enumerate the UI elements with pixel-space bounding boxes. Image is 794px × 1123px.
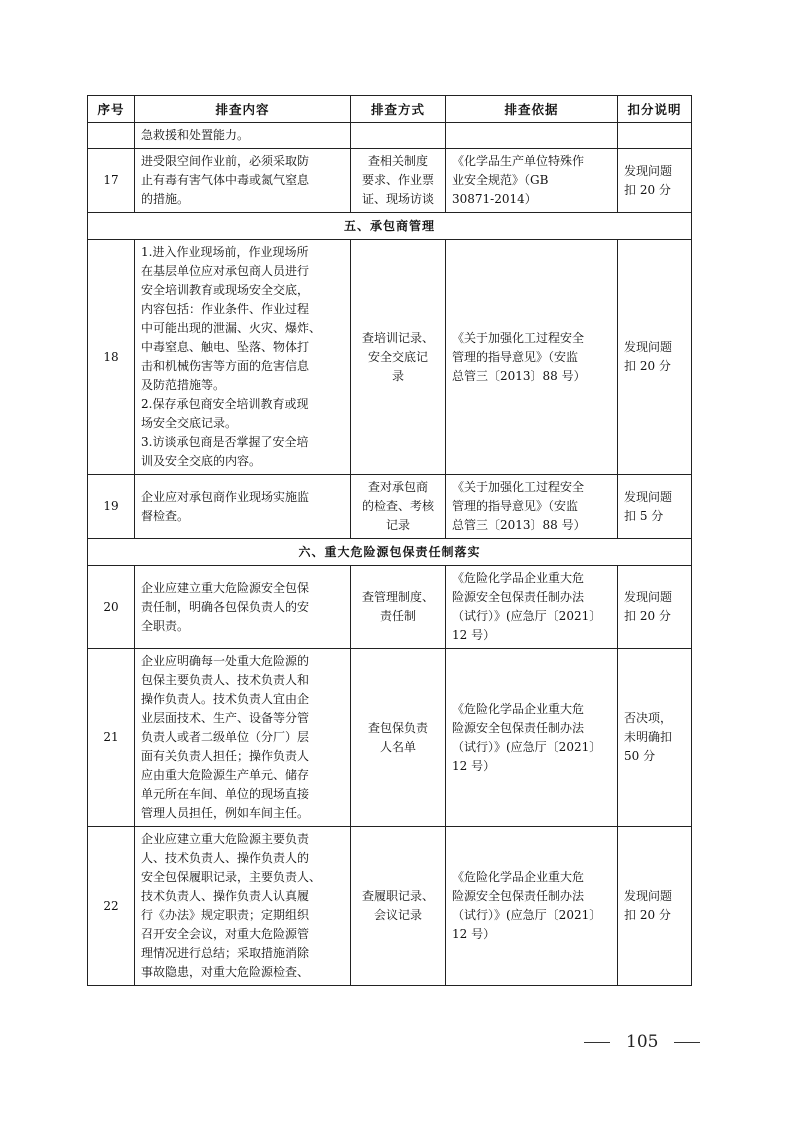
cell-content: 企业应建立重大危险源主要负责 人、技术负责人、操作负责人的 安全包保履职记录，主要负责人、 技术负责人、操作负责人认真履 行《办法》规定职责；定期组织 召开安全会议，对重大危险源管 理情况进行总结；采取措施消除 事故隐患，对重大危险源检查、	[135, 827, 351, 986]
cell-content: 1.进入作业现场前，作业现场所 在基层单位应对承包商人员进行 安全培训教育或现场安全交底， 内容包括：作业条件、作业过程 中可能出现的泄漏、火灾、爆炸、 中毒窒息、触电、坠落、物体打 击和机械伤害等方面的危害信息 及防范措施等。 2.保存承包商安全培训教育或现 场安全交底记录。 3.访谈承包商是否掌握了安全培 训及安全交底的内容。	[135, 240, 351, 475]
cell-basis: 《关于加强化工过程安全 管理的指导意见》（安监 总管三〔2013〕88 号）	[446, 240, 618, 475]
cell-basis: 《危险化学品企业重大危 险源安全包保责任制办法 （试行）》(应急厅〔2021〕 12 号）	[446, 566, 618, 649]
cell-method: 查包保负责 人名单	[351, 649, 446, 827]
header-basis: 排查依据	[446, 96, 618, 123]
page-number	[568, 1032, 716, 1052]
page-number-dash-right	[674, 1042, 700, 1043]
cell-basis: 《危险化学品企业重大危 险源安全包保责任制办法 （试行）》(应急厅〔2021〕 12 号）	[446, 827, 618, 986]
cell-deduction: 发现问题 扣 5 分	[618, 475, 692, 539]
section-row-major-hazard	[88, 539, 692, 566]
table-row-21	[88, 649, 692, 827]
cell-deduction: 发现问题 扣 20 分	[618, 566, 692, 649]
cell-num: 19	[88, 475, 135, 539]
cell-method: 查履职记录、 会议记录	[351, 827, 446, 986]
cell-deduction: 发现问题 扣 20 分	[618, 149, 692, 213]
cell-basis: 《关于加强化工过程安全 管理的指导意见》（安监 总管三〔2013〕88 号）	[446, 475, 618, 539]
cell-content: 急救援和处置能力。	[135, 123, 351, 149]
cell-basis: 《化学品生产单位特殊作 业安全规范》（GB 30871-2014）	[446, 149, 618, 213]
header-deduction: 扣分说明	[618, 96, 692, 123]
section-title: 六、重大危险源包保责任制落实	[88, 539, 692, 566]
table-row-22	[88, 827, 692, 986]
table-row-19	[88, 475, 692, 539]
cell-basis	[446, 123, 618, 149]
section-row-contractor	[88, 213, 692, 240]
header-method: 排查方式	[351, 96, 446, 123]
cell-content: 企业应对承包商作业现场实施监 督检查。	[135, 475, 351, 539]
cell-num: 18	[88, 240, 135, 475]
cell-method: 查对承包商 的检查、考核 记录	[351, 475, 446, 539]
header-serial: 序号	[88, 96, 135, 123]
page-number-text: 105	[626, 1032, 659, 1052]
cell-num: 17	[88, 149, 135, 213]
cell-deduction	[618, 123, 692, 149]
cell-method: 查相关制度 要求、作业票 证、现场访谈	[351, 149, 446, 213]
cell-basis: 《危险化学品企业重大危 险源安全包保责任制办法 （试行）》(应急厅〔2021〕 12 号）	[446, 649, 618, 827]
header-content: 排查内容	[135, 96, 351, 123]
table-header-row	[88, 96, 692, 123]
cell-num: 21	[88, 649, 135, 827]
table-row-continuation	[88, 123, 692, 149]
cell-deduction: 发现问题 扣 20 分	[618, 240, 692, 475]
table-row-20	[88, 566, 692, 649]
cell-num	[88, 123, 135, 149]
cell-deduction: 发现问题 扣 20 分	[618, 827, 692, 986]
table-row-18	[88, 240, 692, 475]
cell-content: 企业应明确每一处重大危险源的 包保主要负责人、技术负责人和 操作负责人。技术负责人宜由企 业层面技术、生产、设备等分管 负责人或者二级单位（分厂）层 面有关负责人担任；操作负责人 应由重大危险源生产单元、储存 单元所在车间、单位的现场直接 管理人员担任，例如车间主任。	[135, 649, 351, 827]
cell-method: 查管理制度、 责任制	[351, 566, 446, 649]
cell-deduction: 否决项， 未明确扣 50 分	[618, 649, 692, 827]
cell-content: 进受限空间作业前，必须采取防 止有毒有害气体中毒或氮气窒息 的措施。	[135, 149, 351, 213]
page-number-dash-left	[584, 1042, 610, 1043]
cell-method	[351, 123, 446, 149]
table-row-17	[88, 149, 692, 213]
cell-method: 查培训记录、 安全交底记 录	[351, 240, 446, 475]
section-title: 五、承包商管理	[88, 213, 692, 240]
inspection-table	[87, 95, 692, 986]
cell-content: 企业应建立重大危险源安全包保 责任制，明确各包保负责人的安 全职责。	[135, 566, 351, 649]
cell-num: 22	[88, 827, 135, 986]
cell-num: 20	[88, 566, 135, 649]
